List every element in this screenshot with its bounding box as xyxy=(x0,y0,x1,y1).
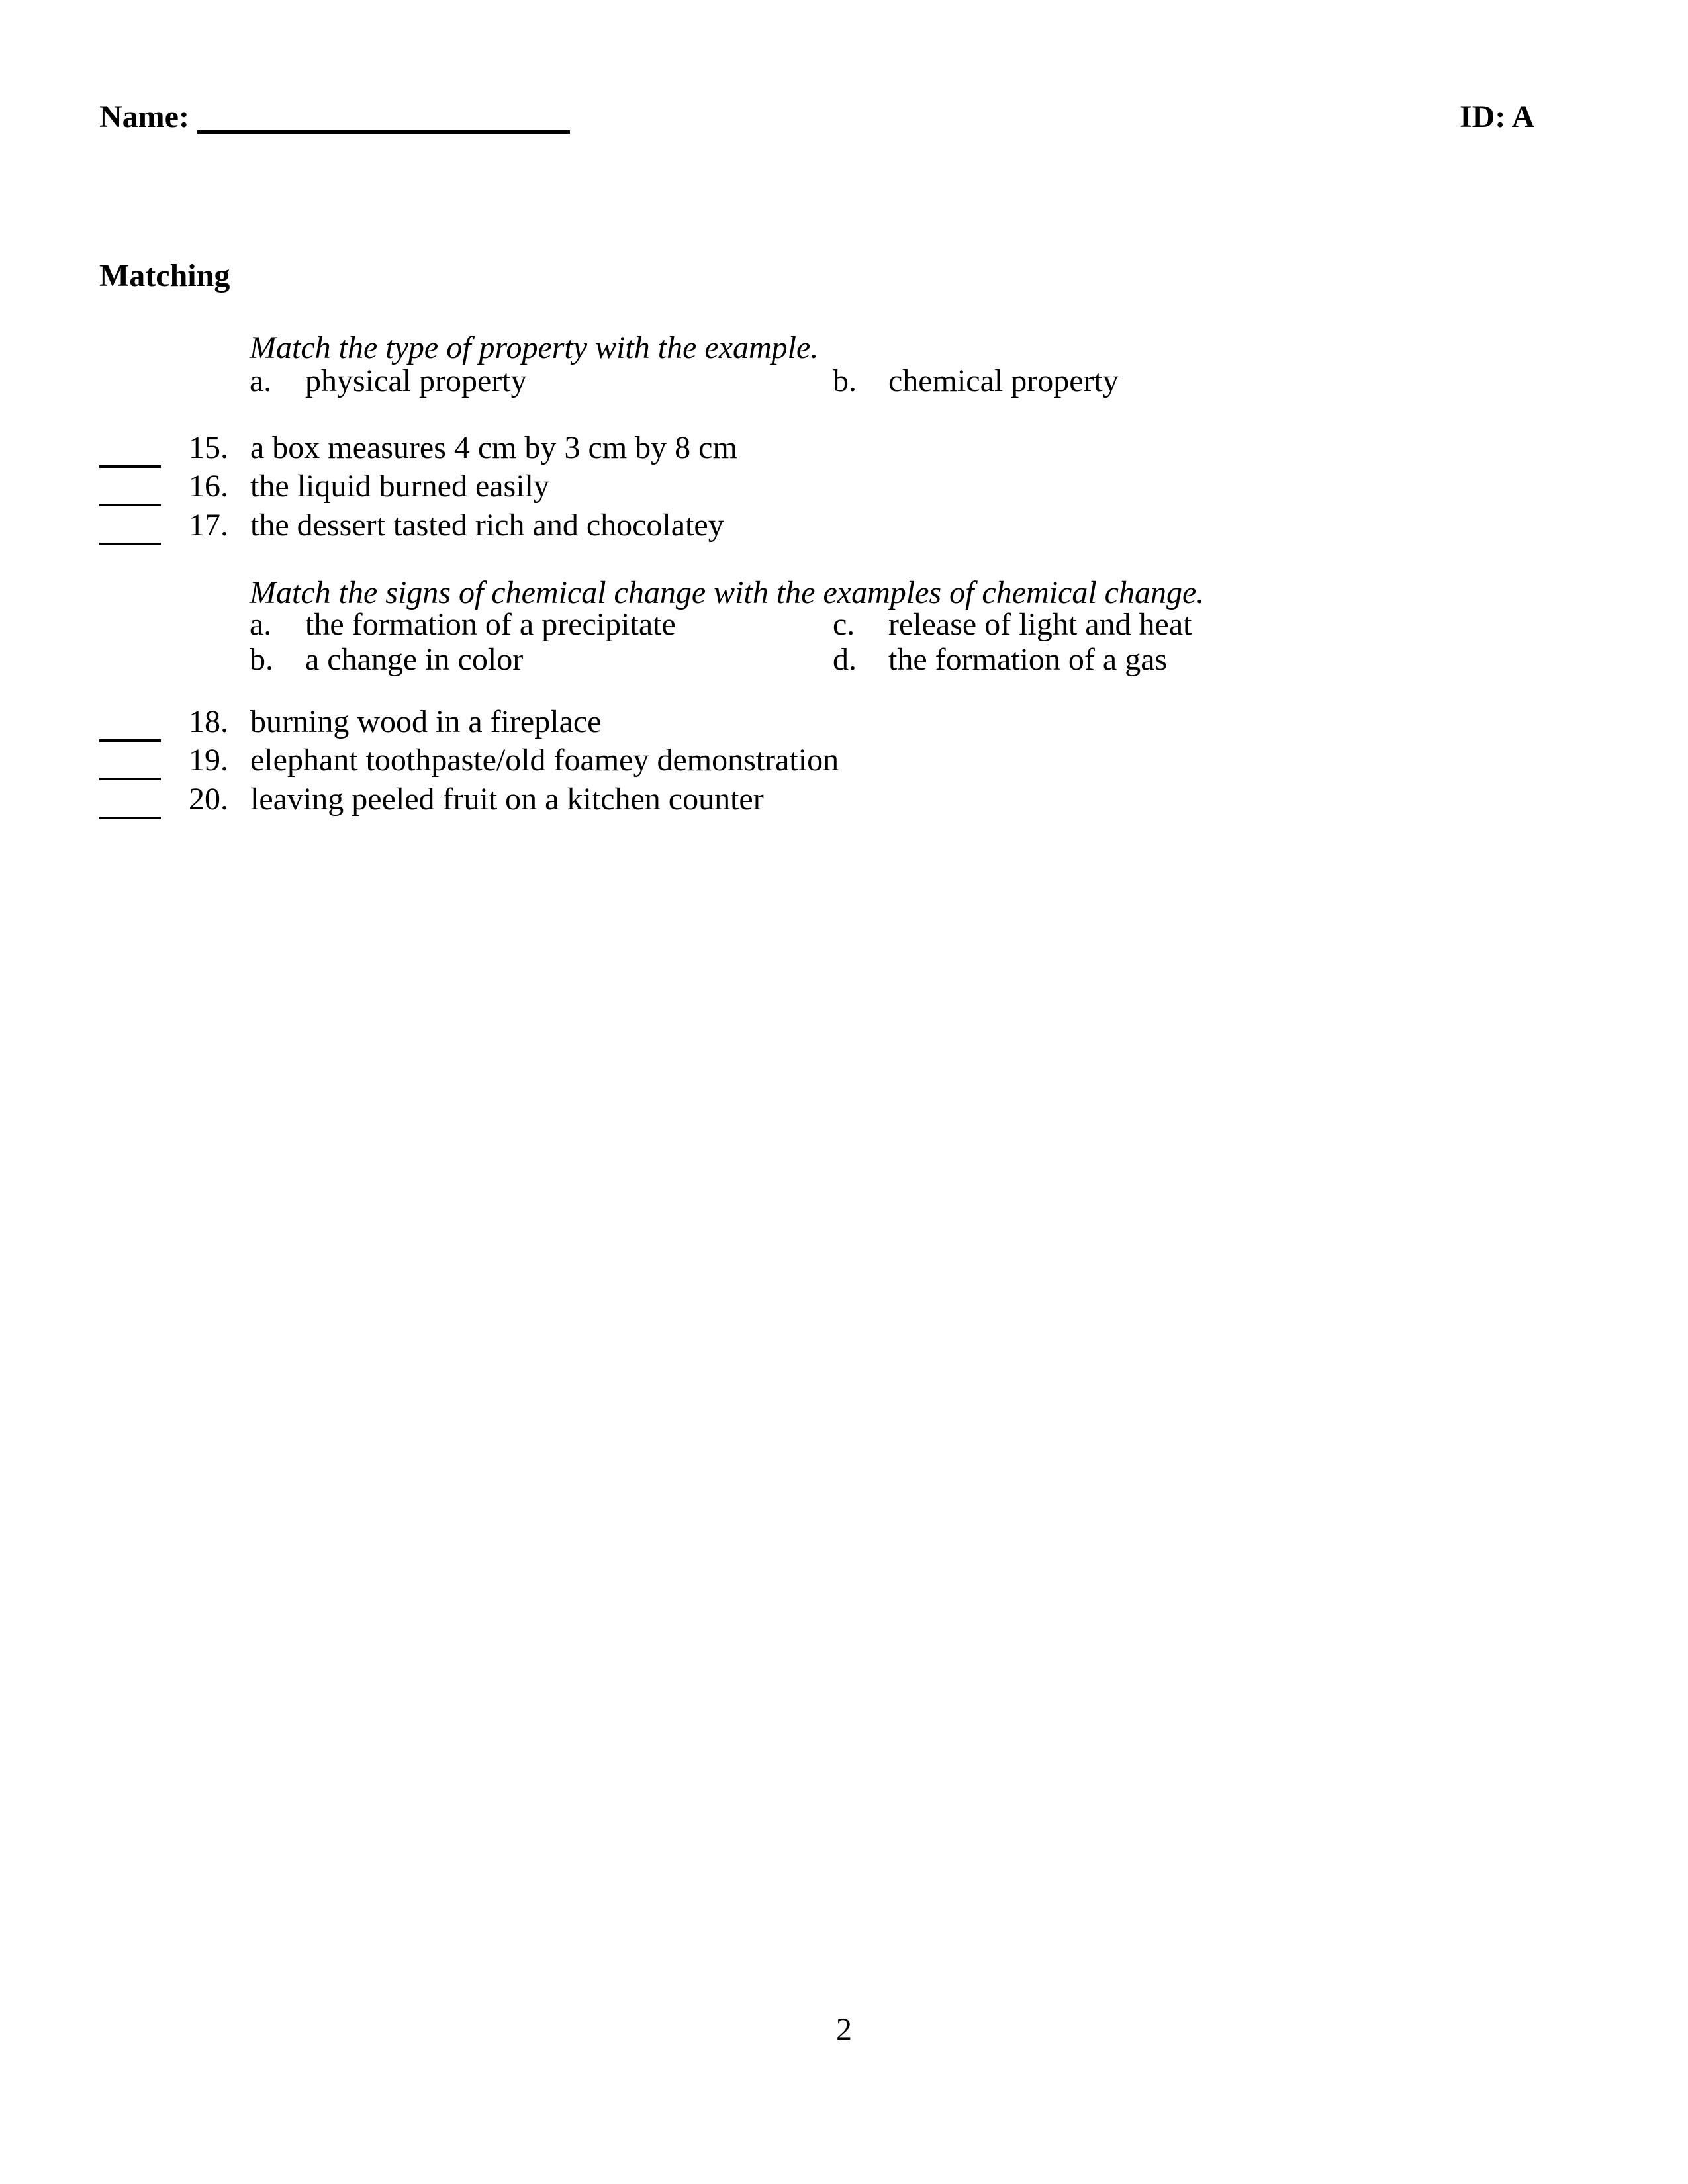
choice-letter-b: b. xyxy=(250,642,273,677)
choice-letter-a: a. xyxy=(250,607,272,642)
question-item-18 xyxy=(99,703,601,742)
item-number: 20. xyxy=(189,782,228,817)
name-label: Name: xyxy=(99,99,189,134)
item-text: a box measures 4 cm by 3 cm by 8 cm xyxy=(250,430,737,465)
choice-row-1 xyxy=(250,362,1119,400)
answer-blank xyxy=(99,506,161,545)
section-heading: Matching xyxy=(99,258,230,293)
choice-letter-d: d. xyxy=(833,642,857,677)
choice-text-b: chemical property xyxy=(888,363,1119,398)
item-text: the dessert tasted rich and chocolatey xyxy=(250,508,724,543)
name-blank-line xyxy=(197,130,570,134)
item-text: the liquid burned easily xyxy=(250,469,549,504)
choice-text-a: the formation of a precipitate xyxy=(305,607,676,642)
id-label: ID: A xyxy=(1460,99,1535,134)
item-number: 15. xyxy=(189,430,228,465)
choice-text-a: physical property xyxy=(305,363,527,398)
question-item-19 xyxy=(99,741,839,780)
answer-blank xyxy=(99,429,161,468)
choice-letter-c: c. xyxy=(833,607,855,642)
answer-blank xyxy=(99,703,161,742)
choice-text-c: release of light and heat xyxy=(888,607,1192,642)
question-item-20 xyxy=(99,780,764,819)
item-text: leaving peeled fruit on a kitchen counter xyxy=(250,782,764,817)
item-text: burning wood in a fireplace xyxy=(250,704,602,739)
choice-row-2a xyxy=(250,606,1192,644)
match-instruction-1: Match the type of property with the example. xyxy=(250,330,819,365)
item-number: 16. xyxy=(189,469,228,504)
choice-text-d: the formation of a gas xyxy=(888,642,1168,677)
choice-row-2b xyxy=(250,641,1167,679)
item-number: 19. xyxy=(189,743,228,778)
question-item-16 xyxy=(99,467,549,506)
page-number: 2 xyxy=(836,2012,852,2047)
answer-blank xyxy=(99,780,161,819)
match-instruction-2: Match the signs of chemical change with the examples of chemical change. xyxy=(250,575,1205,610)
answer-blank xyxy=(99,467,161,506)
question-item-17 xyxy=(99,506,724,545)
choice-text-b: a change in color xyxy=(305,642,524,677)
choice-letter-b: b. xyxy=(833,363,857,398)
item-number: 18. xyxy=(189,704,228,739)
item-number: 17. xyxy=(189,508,228,543)
question-item-15 xyxy=(99,429,737,468)
item-text: elephant toothpaste/old foamey demonstration xyxy=(250,743,839,778)
header-name-row xyxy=(99,98,570,136)
choice-letter-a: a. xyxy=(250,363,272,398)
answer-blank xyxy=(99,741,161,780)
